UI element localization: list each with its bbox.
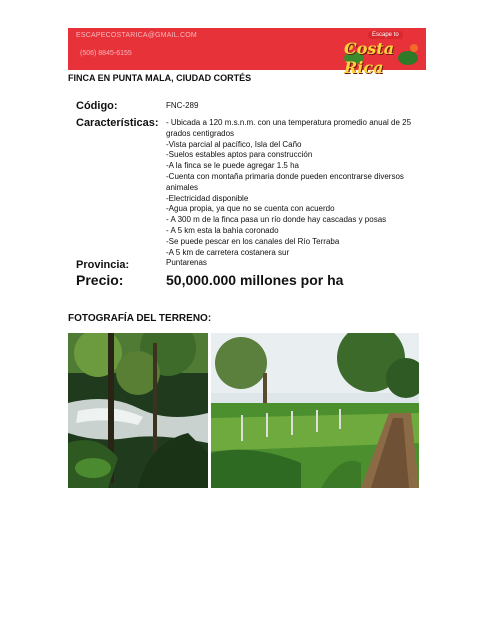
feature-item: -A 5 km de carretera costanera sur [166,247,290,257]
precio-label: Precio: [76,272,124,288]
codigo-value: FNC-289 [166,101,199,110]
page-title: FINCA EN PUNTA MALA, CIUDAD CORTÉS [68,73,252,83]
caracteristicas-label: Características: [76,117,159,129]
feature-item: - A 300 m de la finca pasa un río donde hay cascadas y posas [166,215,387,225]
feature-item: - A 5 km esta la bahía coronado [166,225,279,235]
feature-item: -Electricidad disponible [166,193,249,203]
photo-pasture-road [211,333,419,488]
feature-item: -Cuenta con montaña primaria donde pueden encontrarse diversos animales [166,171,404,192]
codigo-label: Código: [76,100,118,112]
feature-item: -Suelos estables aptos para construcción [166,150,313,160]
precio-value: 50,000.000 millones por ha [166,272,344,288]
header-email[interactable]: ESCAPECOSTARICA@GMAIL.COM [76,32,197,39]
photo-river-jungle [68,333,208,488]
caracteristicas-list [166,118,428,258]
header-phone: (506) 8845-6155 [80,50,132,57]
feature-item: -Se puede pescar en los canales del Río Terraba [166,236,340,246]
feature-item: -A la finca se le puede agregar 1.5 ha [166,161,299,171]
header-banner [68,28,426,77]
provincia-value: Puntarenas [166,258,207,267]
logo-main-text: Costa Rica [344,39,395,77]
feature-item: -Agua propia, ya que no se cuenta con acuerdo [166,204,335,214]
provincia-label: Provincia: [76,259,130,271]
feature-item: -Vista parcial al pacífico, Isla del Caño [166,139,302,149]
escape-to-costa-rica-logo [342,30,420,77]
logo-top-text: Escape to [368,31,403,39]
feature-item: - Ubicada a 120 m.s.n.m. con una temperatura promedio anual de 25 grados centigrados [166,118,412,138]
photos-title: FOTOGRAFÍA DEL TERRENO: [68,313,212,324]
